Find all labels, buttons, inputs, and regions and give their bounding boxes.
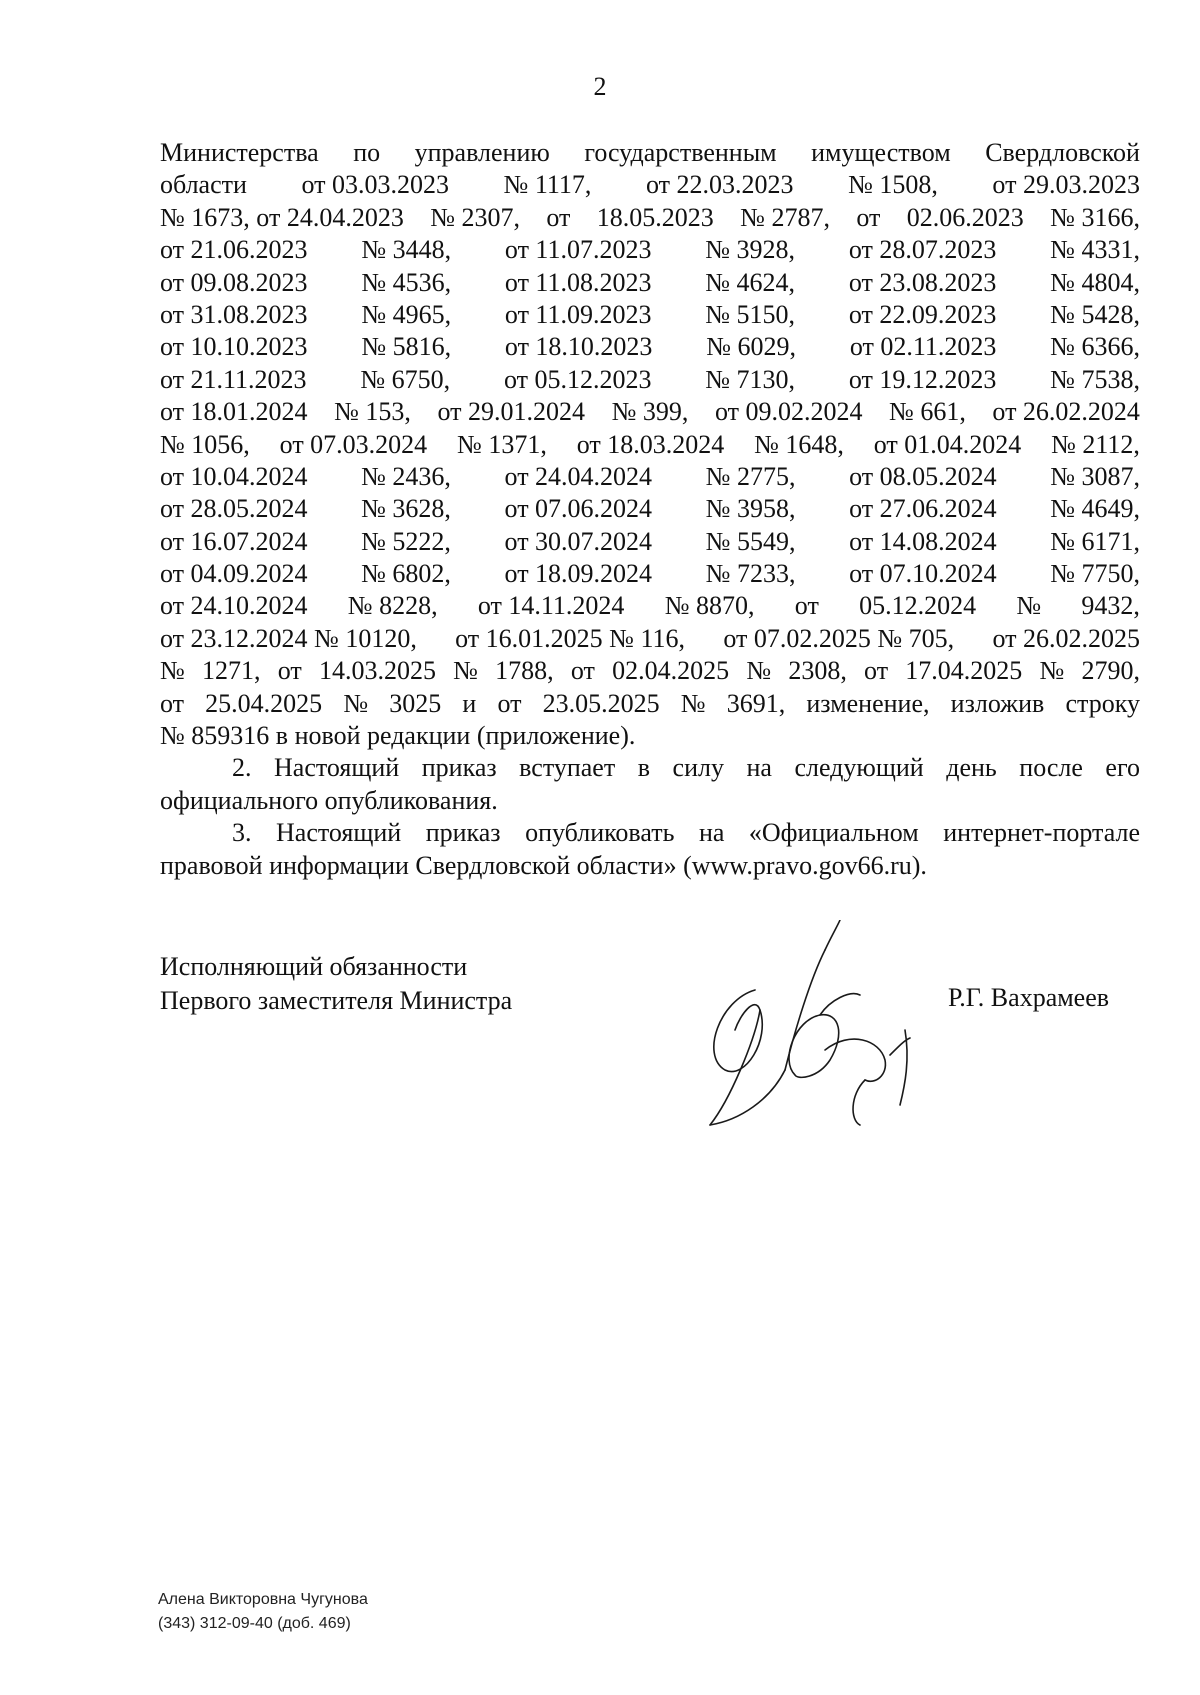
paragraph-line (160, 688, 1140, 720)
executor-contact (158, 1588, 368, 1636)
line-token: управлению (414, 138, 550, 167)
line-token: № 6029, (706, 332, 797, 362)
line-token: изменение, (806, 688, 930, 718)
line-token: от 19.12.2023 (848, 364, 997, 394)
paragraph-amendment-list (160, 137, 1140, 720)
line-token: от 10.04.2024 (160, 461, 308, 491)
line-token: 9432, (1081, 591, 1140, 621)
line-token: 14.03.2025 (318, 656, 436, 686)
line-token: от (856, 202, 881, 232)
line-token: № (160, 656, 185, 686)
line-token: № (453, 656, 478, 686)
line-token: № 2112, (1051, 429, 1140, 459)
paragraph-line (160, 202, 1140, 234)
paragraph-line (160, 590, 1140, 622)
line-token: № 8228, (347, 591, 438, 621)
line-token: от 18.09.2024 (504, 559, 653, 589)
line-token: № 399, (611, 397, 689, 427)
line-token: от 24.04.2024 (504, 461, 653, 491)
line-token: № 3958, (705, 494, 796, 524)
line-token: от (160, 688, 185, 718)
line-token: от 21.06.2023 (160, 235, 308, 265)
paragraph-amendment-last-line: № 859316 в новой редакции (приложение). (160, 721, 636, 751)
line-token: от 01.04.2024 (873, 429, 1022, 459)
line-token: № 2775, (705, 461, 796, 491)
line-token: № 5428, (1050, 299, 1140, 329)
paragraph-line (160, 331, 1140, 363)
line-token: № 1508, (848, 170, 938, 200)
line-token: от 03.03.2023 (301, 170, 449, 200)
line-token: от 22.03.2023 (645, 170, 794, 200)
line-token: от 30.07.2024 (504, 526, 653, 556)
executor-phone: (343) 312-09-40 (доб. 469) (158, 1615, 351, 1632)
line-token: № 4965, (361, 299, 452, 329)
line-token: 25.04.2025 (205, 688, 323, 718)
paragraph-line (160, 461, 1140, 493)
line-token: от 08.05.2024 (849, 461, 997, 491)
line-token: № 4536, (361, 267, 452, 297)
executor-name: Алена Викторовна Чугунова (158, 1591, 368, 1608)
line-token: № 153, (334, 397, 411, 427)
line-token: № 3087, (1050, 461, 1140, 491)
line-token: от 23.08.2023 (848, 267, 997, 297)
line-token: от 23.12.2024 № 10120, (160, 623, 417, 653)
signatory-name: Р.Г. Вахрамеев (948, 983, 1110, 1012)
paragraph-line (160, 169, 1140, 201)
paragraph-entry-into-force: 2. Настоящий приказ вступает в силу на следующий день после его официального опубликования. (160, 753, 1140, 815)
paragraph-line (160, 234, 1140, 266)
line-token: № 3166, (1050, 202, 1140, 232)
line-token: области (160, 170, 247, 200)
document-body (160, 137, 1140, 882)
line-token: № 1648, (754, 429, 844, 459)
line-token: от (497, 688, 522, 718)
line-token: от 07.10.2024 (849, 559, 997, 589)
line-token: от 05.12.2023 (503, 364, 652, 394)
line-token: от 09.08.2023 (160, 267, 308, 297)
line-token: № 4331, (1050, 235, 1140, 265)
paragraph-line (160, 526, 1140, 558)
page-number: 2 (593, 72, 607, 101)
handwritten-signature (700, 920, 940, 1130)
paragraph-line (160, 364, 1140, 396)
line-token: № 2436, (361, 461, 451, 491)
line-token: № 3928, (705, 235, 796, 265)
line-token: от 29.03.2023 (992, 170, 1140, 200)
line-token: 3691, (726, 688, 786, 718)
line-token: от 14.11.2024 (477, 591, 625, 621)
line-token: № 661, (889, 397, 966, 427)
signatory-position (160, 950, 512, 1018)
line-token: № 4649, (1050, 494, 1140, 524)
line-token: № 7130, (705, 364, 796, 394)
paragraph-publication: 3. Настоящий приказ опубликовать на «Официальном интернет-портале правовой информации Свердловской области» (www.pravo.gov66.ru). (160, 818, 1140, 880)
line-token: № 6802, (361, 559, 451, 589)
paragraph-line (160, 396, 1140, 428)
line-token: № (1016, 591, 1042, 621)
line-token: № 5816, (361, 332, 452, 362)
line-token: 17.04.2025 (905, 656, 1023, 686)
line-token: № (1039, 656, 1065, 686)
line-token: имуществом (811, 138, 951, 167)
line-token: от 21.11.2023 (160, 364, 307, 394)
line-token: от 14.08.2024 (849, 526, 997, 556)
line-token: государственным (584, 138, 777, 167)
line-token: № 1056, (160, 429, 250, 459)
line-token: от 18.01.2024 (160, 397, 308, 427)
line-token: от 22.09.2023 (848, 299, 997, 329)
line-token: от 24.10.2024 (160, 591, 308, 621)
line-token: № 1673, от 24.04.2023 (160, 202, 404, 232)
line-token: 05.12.2024 (859, 591, 977, 621)
line-token: № 6171, (1050, 526, 1140, 556)
line-token: от 16.01.2025 № 116, (455, 623, 686, 653)
line-token: от 11.09.2023 (504, 299, 652, 329)
paragraph-line (160, 267, 1140, 299)
line-token: строку (1065, 688, 1140, 718)
line-token: от 18.10.2023 (504, 332, 653, 362)
line-token: от 02.11.2023 (849, 332, 997, 362)
line-token: № (680, 688, 706, 718)
paragraph-line (160, 429, 1140, 461)
line-token: от 10.10.2023 (160, 332, 308, 362)
line-token: 2790, (1081, 656, 1140, 686)
line-token: № (746, 656, 772, 686)
line-token: № 7538, (1050, 364, 1140, 394)
line-token: от 11.07.2023 (504, 235, 652, 265)
line-token: № 6366, (1050, 332, 1140, 362)
signatory-position-line-2: Первого заместителя Министра (160, 986, 513, 1015)
line-token: от 26.02.2024 (992, 397, 1140, 427)
line-token: № 3628, (361, 494, 451, 524)
line-token: № 1117, (503, 170, 592, 200)
line-token: от 28.07.2023 (848, 235, 997, 265)
line-token: № (343, 688, 369, 718)
line-token: № 5222, (361, 526, 451, 556)
line-token: № 2307, (430, 202, 521, 232)
line-token: от 18.03.2024 (576, 429, 725, 459)
line-token: изложив (950, 688, 1045, 718)
paragraph-line (160, 655, 1140, 687)
line-token: и (462, 688, 477, 718)
line-token: Свердловской (985, 138, 1140, 167)
paragraph-line (160, 623, 1140, 655)
line-token: 23.05.2025 (542, 688, 660, 718)
line-token: от 07.03.2024 (279, 429, 428, 459)
line-token: от 04.09.2024 (160, 559, 308, 589)
line-token: от (546, 202, 571, 232)
line-token: от 07.02.2025 № 705, (723, 623, 955, 653)
line-token: от 31.08.2023 (160, 299, 308, 329)
line-token: от 29.01.2024 (437, 397, 585, 427)
line-token: от 07.06.2024 (504, 494, 653, 524)
line-token: № 5150, (705, 299, 796, 329)
paragraph-line (160, 493, 1140, 525)
line-token: 18.05.2023 (596, 202, 714, 232)
line-token: от 26.02.2025 (992, 623, 1140, 653)
line-token: № 2787, (740, 202, 830, 232)
line-token: 1788, (495, 656, 554, 686)
line-token: № 5549, (705, 526, 796, 556)
line-token: по (353, 138, 381, 167)
line-token: 1271, (202, 656, 261, 686)
line-token: от (570, 656, 595, 686)
line-token: от (794, 591, 819, 621)
line-token: № 7750, (1050, 559, 1140, 589)
line-token: № 3448, (361, 235, 452, 265)
line-token: № 6750, (360, 364, 451, 394)
paragraph-line (160, 299, 1140, 331)
paragraph-line (160, 137, 1140, 169)
line-token: от 09.02.2024 (714, 397, 863, 427)
line-token: № 8870, (664, 591, 755, 621)
line-token: от (277, 656, 302, 686)
paragraph-line (160, 558, 1140, 590)
line-token: от 27.06.2024 (849, 494, 997, 524)
line-token: № 4624, (705, 267, 796, 297)
line-token: № 7233, (705, 559, 796, 589)
line-token: 02.06.2023 (906, 202, 1024, 232)
line-token: 02.04.2025 (612, 656, 730, 686)
signatory-position-line-1: Исполняющий обязанности (160, 952, 468, 981)
line-token: от 11.08.2023 (504, 267, 652, 297)
line-token: от 16.07.2024 (160, 526, 308, 556)
line-token: № 1371, (457, 429, 547, 459)
line-token: от (864, 656, 889, 686)
line-token: 3025 (389, 688, 442, 718)
line-token: Министерства (160, 138, 319, 167)
line-token: 2308, (788, 656, 847, 686)
line-token: от 28.05.2024 (160, 494, 308, 524)
line-token: № 4804, (1050, 267, 1140, 297)
